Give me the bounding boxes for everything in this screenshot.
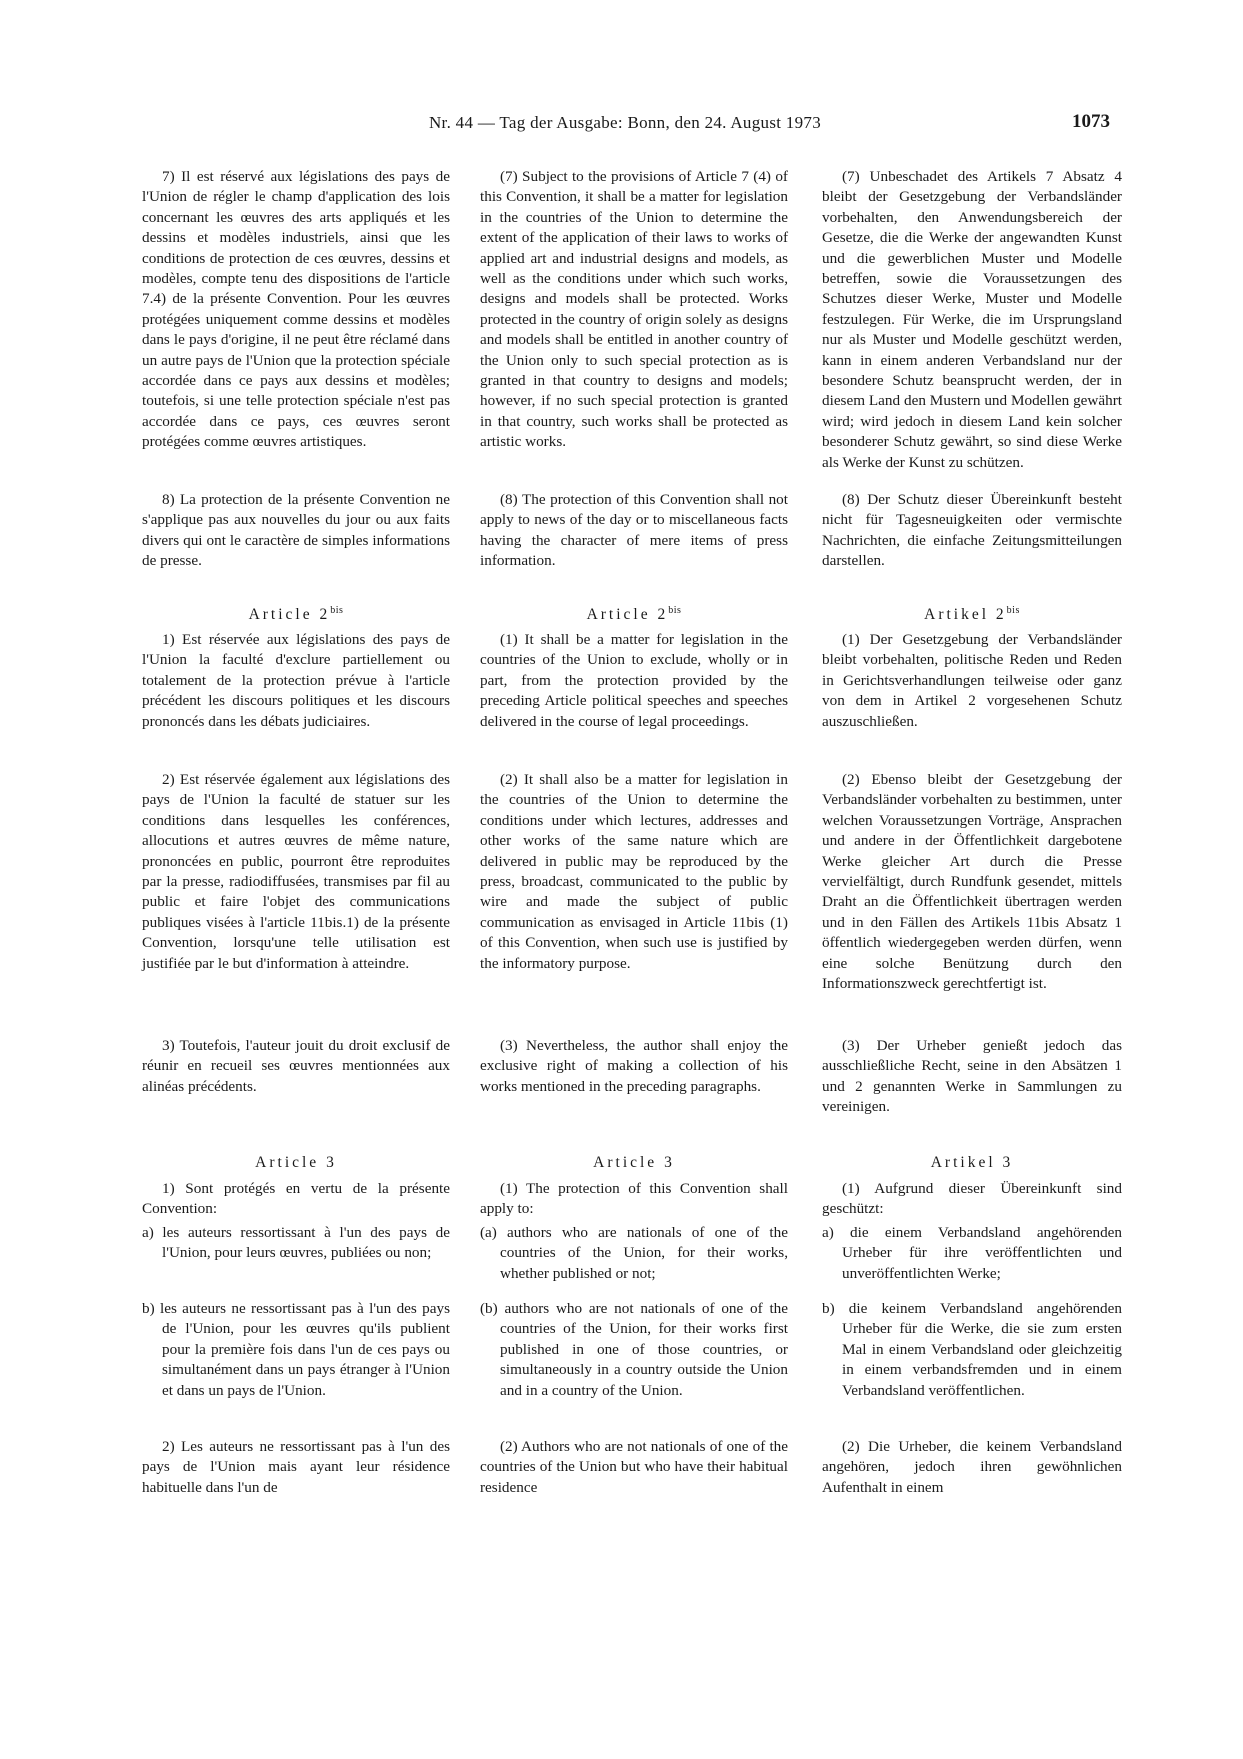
en-heading-article-2bis: Article $2^{bis}$ bbox=[586, 605, 682, 624]
fr-article-3-para-1: 1) Sont protégés en vertu de la présente Convention: bbox=[142, 1180, 450, 1218]
fr-article-3-item-a: a) les auteurs ressortissant à l'un des pays de l'Union, pour leurs œuvres, publiées ou non; bbox=[142, 1224, 450, 1262]
running-title: Nr. 44 — Tag der Ausgabe: Bonn, den 24. August 1973 bbox=[428, 113, 822, 132]
fr-paragraph-7: 7) Il est réservé aux législations des pays de l'Union de régler le champ d'application des lois concernant les œuvres des arts appliqués et les dessins et modèles industriels, ainsi que les conditions de protection de ces œuvres, dessins et modèles, compte tenu des dispositions de l'article 7.4) de la présente Convention. Pour les œuvres protégées uniquement comme dessins et modèles dans le pays d'origine, il ne peut être réclamé dans un autre pays de l'Union que la protection spéciale accordée dans ce pays aux dessins et modèles; toutefois, si une telle protection spéciale n'est pas accordée dans ce pays, ces œuvres seront protégées comme œuvres artistiques. bbox=[142, 168, 450, 451]
fr-article-3-item-b: b) les auteurs ne ressortissant pas à l'un des pays de l'Union, pour les œuvres qu'ils publient pour la première fois dans l'un de ces pays ou simultanément dans un pays étranger à l'Union et dans un pays de l'Union. bbox=[142, 1300, 450, 1399]
en-heading-article-3: Article 3 bbox=[593, 1154, 675, 1171]
running-header bbox=[140, 113, 1110, 143]
fr-article-2bis-para-1: 1) Est réservée aux législations des pays de l'Union la faculté d'exclure partiellement ou totalement de la protection prévue à l'article précédent les discours politiques et les discours prononcés dans les débats judiciaires. bbox=[142, 631, 450, 730]
fr-heading-article-2bis: Article $2^{bis}$ bbox=[248, 605, 344, 624]
en-article-3-item-a: (a) authors who are nationals of one of the countries of the Union, for their works, whether published or not; bbox=[480, 1224, 788, 1282]
page-number: 1073 bbox=[1072, 111, 1110, 132]
en-article-2bis-para-1: (1) It shall be a matter for legislation in the countries of the Union to exclude, wholly or in part, from the protection provided by the preceding Article political speeches and speeches delivered in the course of legal proceedings. bbox=[480, 631, 788, 730]
fr-article-3-para-2: 2) Les auteurs ne ressortissant pas à l'un des pays de l'Union mais ayant leur résidence habituelle dans l'un de bbox=[142, 1438, 450, 1496]
en-paragraph-7: (7) Subject to the provisions of Article 7 (4) of this Convention, it shall be a matter for legislation in the countries of the Union to determine the extent of the application of their laws to works of applied art and industrial designs and models, as well as the conditions under which such works, designs and models shall be protected. Works protected in the country of origin solely as designs and models shall be entitled in another country of the Union only to such special protection as is granted in that country to designs and models; however, if no such special protection is granted in that country, such works shall be protected as artistic works. bbox=[480, 168, 788, 451]
de-paragraph-8: (8) Der Schutz dieser Übereinkunft besteht nicht für Tagesneuigkeiten oder vermischte Nachrichten, die einfache Zeitungsmitteilungen darstellen. bbox=[822, 491, 1122, 570]
de-artikel-3-item-a: a) die einem Verbandsland angehörenden Urheber für ihre veröffentlichten und unveröffentlichten Werke; bbox=[822, 1224, 1122, 1282]
de-artikel-3-absatz-2: (2) Die Urheber, die keinem Verbandsland angehören, jedoch ihren gewöhnlichen Aufenthalt in einem bbox=[822, 1438, 1122, 1496]
de-heading-artikel-2bis: Artikel $2^{bis}$ bbox=[924, 605, 1020, 624]
en-article-2bis-para-3: (3) Nevertheless, the author shall enjoy the exclusive right of making a collection of his works mentioned in the preceding paragraphs. bbox=[480, 1037, 788, 1095]
de-artikel-2bis-absatz-2: (2) Ebenso bleibt der Gesetzgebung der Verbandsländer vorbehalten zu bestimmen, unter welchen Voraussetzungen Vorträge, Ansprachen und andere in der Öffentlichkeit dargebotene Werke gleicher Art durch die Presse vervielfältigt, durch Rundfunk gesendet, mittels Draht an die Öffentlichkeit übertragen werden und in den Fällen des Artikels 11bis Absatz 1 öffentlich wiedergegeben werden dürfen, wenn eine solche Benützung durch den Informationszweck gerechtfertigt ist. bbox=[822, 771, 1122, 993]
de-artikel-2bis-absatz-1: (1) Der Gesetzgebung der Verbandsländer bleibt vorbehalten, politische Reden und Reden in Gerichtsverhandlungen teilweise oder ganz von dem in Artikel 2 vorgesehenen Schutz auszuschließen. bbox=[822, 631, 1122, 730]
en-article-2bis-para-2: (2) It shall also be a matter for legislation in the countries of the Union to determine the conditions under which lectures, addresses and other works of the same nature which are delivered in public may be reproduced by the press, broadcast, communicated to the public by wire and made the subject of public communication as envisaged in Article 11bis (1) of this Convention, when such use is justified by the informatory purpose. bbox=[480, 771, 788, 972]
de-artikel-3-item-b: b) die keinem Verbandsland angehörenden Urheber für die Werke, die sie zum ersten Mal in einem Verbandsland oder gleichzeitig in einem verbandsfremden und in einem Verbandsland veröffentlichen. bbox=[822, 1300, 1122, 1399]
fr-article-2bis-para-3: 3) Toutefois, l'auteur jouit du droit exclusif de réunir en recueil ses œuvres mentionnées aux alinéas précédents. bbox=[142, 1037, 450, 1095]
fr-heading-article-3: Article 3 bbox=[255, 1154, 337, 1171]
de-artikel-3-absatz-1: (1) Aufgrund dieser Übereinkunft sind geschützt: bbox=[822, 1180, 1122, 1218]
fr-article-2bis-para-2: 2) Est réservée également aux législations des pays de l'Union la faculté de statuer sur les conditions dans lesquelles les conférences, allocutions et autres œuvres de même nature, prononcées en public, pourront être reproduites par la presse, radiodiffusées, transmises par fil au public et faire l'objet des communications publiques visées à l'article 11bis.1) de la présente Convention, lorsqu'une telle utilisation est justifiée par le but d'information à atteindre. bbox=[142, 771, 450, 972]
en-article-3-para-2: (2) Authors who are not nationals of one of the countries of the Union but who have their habitual residence bbox=[480, 1438, 788, 1496]
de-paragraph-7: (7) Unbeschadet des Artikels 7 Absatz 4 bleibt der Gesetzgebung der Verbandsländer vorbehalten, den Anwendungsbereich der Gesetze, die die Werke der angewandten Kunst und die gewerblichen Muster und Modelle betreffen, sowie die Voraussetzungen des Schutzes dieser Werke, Muster und Modelle festzulegen. Für Werke, die im Ursprungsland nur als Muster und Modelle geschützt werden, kann in einem anderen Verbandsland nur der besondere Schutz beansprucht werden, der in diesem Land den Mustern und Modellen gewährt wird; wird jedoch in diesem Land kein solcher besonderer Schutz gewährt, so sind diese Werke als Werke der Kunst zu schützen. bbox=[822, 168, 1122, 471]
en-article-3-para-1: (1) The protection of this Convention shall apply to: bbox=[480, 1180, 788, 1218]
en-article-3-item-b: (b) authors who are not nationals of one of the countries of the Union, for their works first published in one of those countries, or simultaneously in a country outside the Union and in a country of the Union. bbox=[480, 1300, 788, 1399]
de-heading-artikel-3: Artikel 3 bbox=[930, 1154, 1014, 1171]
de-artikel-2bis-absatz-3: (3) Der Urheber genießt jedoch das ausschließliche Recht, seine in den Absätzen 1 und 2 genannten Werke in Sammlungen zu vereinigen. bbox=[822, 1037, 1122, 1116]
fr-paragraph-8: 8) La protection de la présente Convention ne s'applique pas aux nouvelles du jour ou aux faits divers qui ont le caractère de simples informations de presse. bbox=[142, 491, 450, 570]
en-paragraph-8: (8) The protection of this Convention shall not apply to news of the day or to miscellaneous facts having the character of mere items of press information. bbox=[480, 491, 788, 570]
